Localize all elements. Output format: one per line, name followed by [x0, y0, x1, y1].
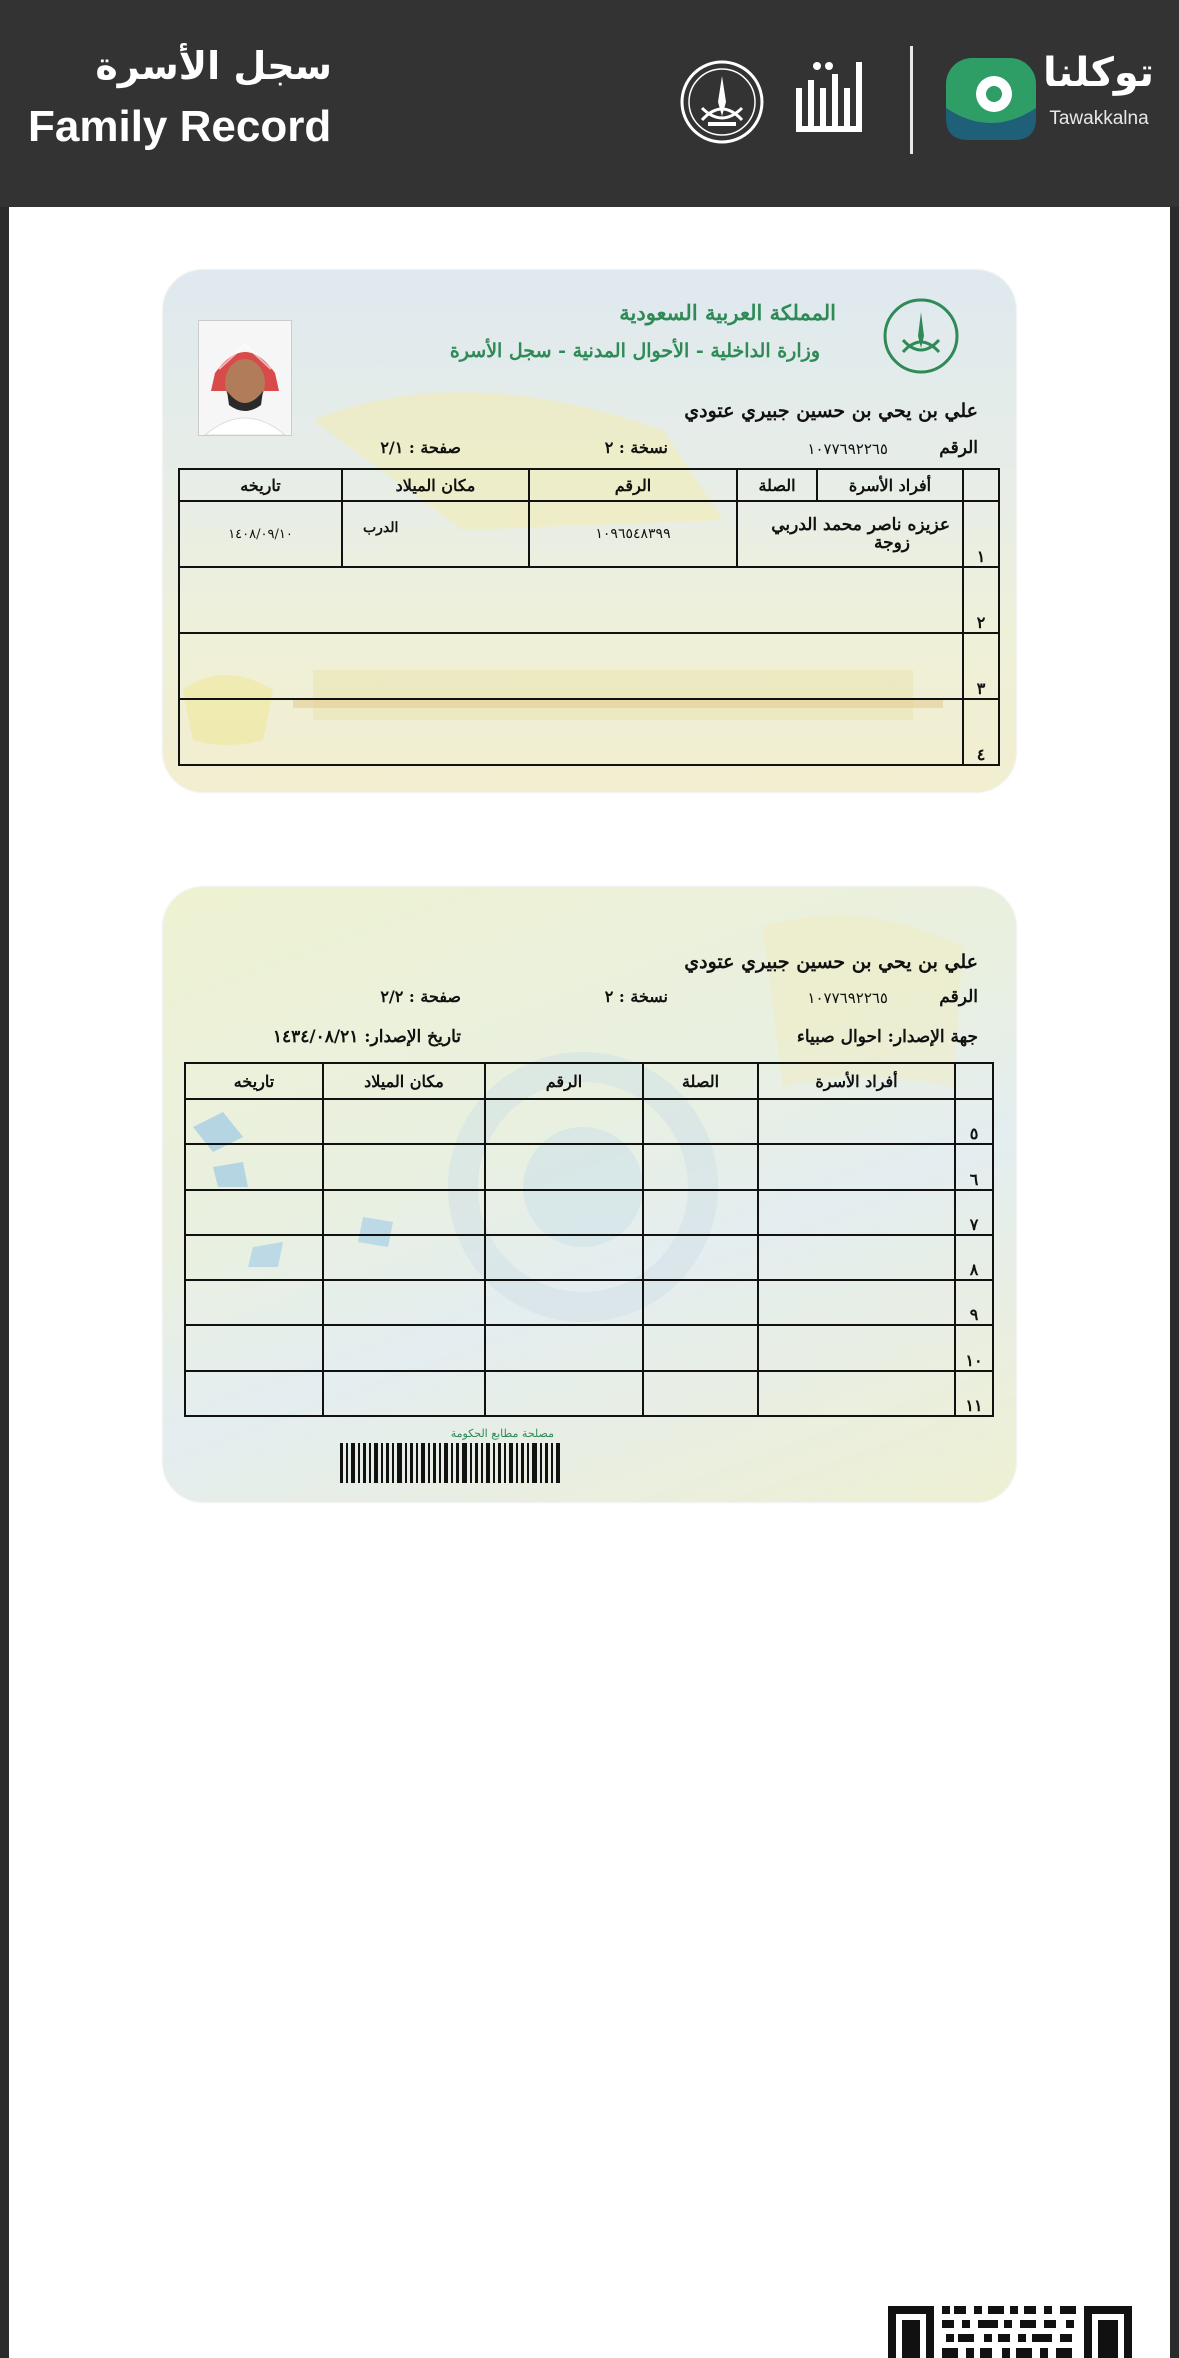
table-row [179, 633, 999, 699]
header-divider [910, 46, 913, 154]
header-cell: الرقم [485, 1063, 643, 1099]
row-number: ١٠ [955, 1325, 993, 1370]
barcode-icon [338, 1443, 568, 1487]
app-header [0, 0, 1179, 207]
ministry-emblem-icon [881, 296, 961, 376]
id-value: ١٠٧٧٦٩٢٢٦٥ [807, 440, 888, 458]
member-birthplace: الدرب [342, 501, 529, 567]
id-value: ١٠٧٧٦٩٢٢٦٥ [807, 989, 888, 1007]
table-row [185, 1099, 993, 1144]
member-name: عزيزه ناصر محمد الدربي [771, 515, 950, 535]
page-label: صفحة : ٢/٢ [380, 987, 461, 1006]
table-header-row [185, 1063, 993, 1099]
header-cell: أفراد الأسرة [817, 469, 963, 501]
member-id: ١٠٩٦٥٤٨٣٩٩ [529, 501, 737, 567]
absher-logo-icon [790, 54, 870, 142]
table-row [179, 699, 999, 765]
row-number: ٢ [963, 567, 999, 633]
kingdom-label: المملكة العربية السعودية [619, 300, 836, 325]
tawakkalna-logo-icon [946, 58, 1036, 140]
member-name-cell [737, 501, 963, 567]
table-row [179, 567, 999, 633]
table-row [185, 1280, 993, 1325]
qr-code-icon [884, 2300, 1136, 2358]
row-number: ٩ [955, 1280, 993, 1325]
ministry-label: وزارة الداخلية - الأحوال المدنية - سجل الأسرة [449, 340, 820, 362]
header-cell [955, 1063, 993, 1099]
id-label: الرقم [939, 987, 978, 1007]
holder-name: علي بن يحي بن حسين جبيري عتودي [684, 951, 978, 973]
row-number: ٤ [963, 699, 999, 765]
family-record-card-page-2 [163, 887, 1016, 1502]
table-row [185, 1235, 993, 1280]
row-number: ٦ [955, 1144, 993, 1189]
header-cell: الصلة [737, 469, 817, 501]
family-members-table [184, 1062, 994, 1417]
copy-label: نسخة : ٢ [604, 987, 668, 1006]
brand-name-arabic: توكلنا [1042, 50, 1154, 96]
row-number: ٣ [963, 633, 999, 699]
holder-photo [198, 320, 292, 436]
header-cell: تاريخه [185, 1063, 323, 1099]
family-members-table [178, 468, 1000, 766]
row-number: ١١ [955, 1371, 993, 1416]
row-number: ٥ [955, 1099, 993, 1144]
id-label: الرقم [939, 438, 978, 458]
header-cell: الرقم [529, 469, 737, 501]
page-title: Family Record [28, 102, 332, 151]
member-birthdate: ١٤٠٨/٠٩/١٠ [179, 501, 342, 567]
header-cell: تاريخه [179, 469, 342, 501]
empty-row-cell [179, 567, 963, 633]
header-cell: مكان الميلاد [342, 469, 529, 501]
holder-name: علي بن يحي بن حسين جبيري عتودي [684, 400, 978, 422]
header-cell [963, 469, 999, 501]
copy-label: نسخة : ٢ [604, 438, 668, 457]
press-label: مصلحة مطابع الحكومة [450, 1427, 554, 1440]
issue-date-label: تاريخ الإصدار: ١٤٣٤/٠٨/٢١ [272, 1027, 461, 1047]
member-relation: زوجة [873, 533, 910, 553]
table-header-row [179, 469, 999, 501]
issuer-label: جهة الإصدار: احوال صبياء [796, 1027, 978, 1047]
table-row [185, 1371, 993, 1416]
table-row [185, 1325, 993, 1370]
empty-row-cell [179, 633, 963, 699]
saudi-emblem-icon [678, 58, 766, 146]
row-number: ١ [963, 501, 999, 567]
page-title-arabic: سجل الأسرة [95, 44, 332, 88]
page-label: صفحة : ٢/١ [380, 438, 461, 457]
table-row [185, 1190, 993, 1235]
family-record-card-page-1 [163, 270, 1016, 792]
empty-row-cell [179, 699, 963, 765]
row-number: ٧ [955, 1190, 993, 1235]
row-number: ٨ [955, 1235, 993, 1280]
header-cell: أفراد الأسرة [758, 1063, 955, 1099]
header-cell: مكان الميلاد [323, 1063, 485, 1099]
brand-name: Tawakkalna [1049, 108, 1149, 129]
table-row [185, 1144, 993, 1189]
barcode [338, 1427, 568, 1489]
table-row [179, 501, 999, 567]
header-cell: الصلة [643, 1063, 758, 1099]
